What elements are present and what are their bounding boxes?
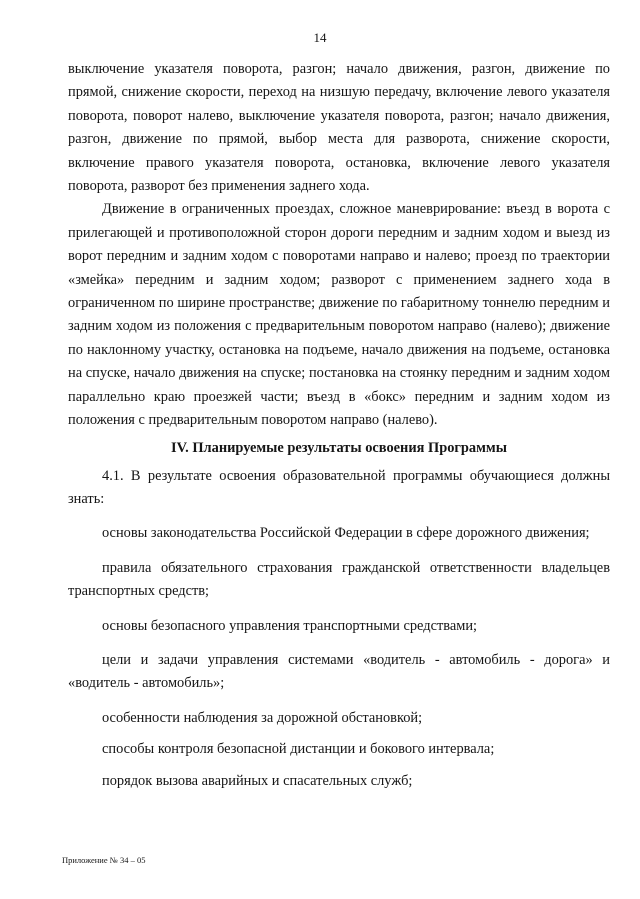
list-item: способы контроля безопасной дистанции и бокового интервала; [102,741,495,758]
list-item: основы безопасного управления транспортными средствами; [102,617,478,634]
list-item: цели и задачи управления системами «водитель - автомобиль - дорога» и «водитель - автомобиль»; [68,651,610,692]
document-body [68,58,610,793]
page-number: 14 [313,30,327,45]
footer-note: Приложение № 34 – 05 [62,855,146,865]
paragraph-continuation: выключение указателя поворота, разгон; начало движения, разгон, движение по прямой, снижение скорости, переход на низшую передачу, включение левого указателя поворота, поворот налево, выключение указателя поворота, разгон; начало движения, разгон, движение по прямой, выбор места для разворота, снижение скорости, включение правого указателя поворота, остановка, включение левого указателя поворота, разворот без применения заднего хода. [68,61,610,195]
list-item: особенности наблюдения за дорожной обстановкой; [102,709,423,726]
list-item: правила обязательного страхования гражданской ответственности владельцев транспортных средств; [68,559,610,600]
list-item: основы законодательства Российской Федерации в сфере дорожного движения; [102,525,590,542]
paragraph-restricted-driving: Движение в ограниченных проездах, сложное маневрирование: въезд в ворота с прилегающей и противоположной сторон дороги передним и задним ходом и выезд из ворот передним и задним ходом с поворотами направо и налево; проезд по траектории «змейка» передним и задним ходом; разворот с применением заднего хода в ограниченном по ширине пространстве; движение по габаритному тоннелю передним и задним ходом из положения с предварительным поворотом направо (налево); движение по наклонному участку, остановка на подъеме, начало движения на подъеме, остановка на спуске, начало движения на спуске; постановка на стоянку передним и задним ходом параллельно краю проезжей части; въезд в «бокс» передним и задним ходом из положения с предварительным поворотом направо (налево). [68,201,610,429]
list-item: порядок вызова аварийных и спасательных служб; [102,772,413,789]
section-intro: 4.1. В результате освоения образовательной программы обучающиеся должны знать: [68,467,610,507]
section-heading: IV. Планируемые результаты освоения Программы [171,439,507,456]
